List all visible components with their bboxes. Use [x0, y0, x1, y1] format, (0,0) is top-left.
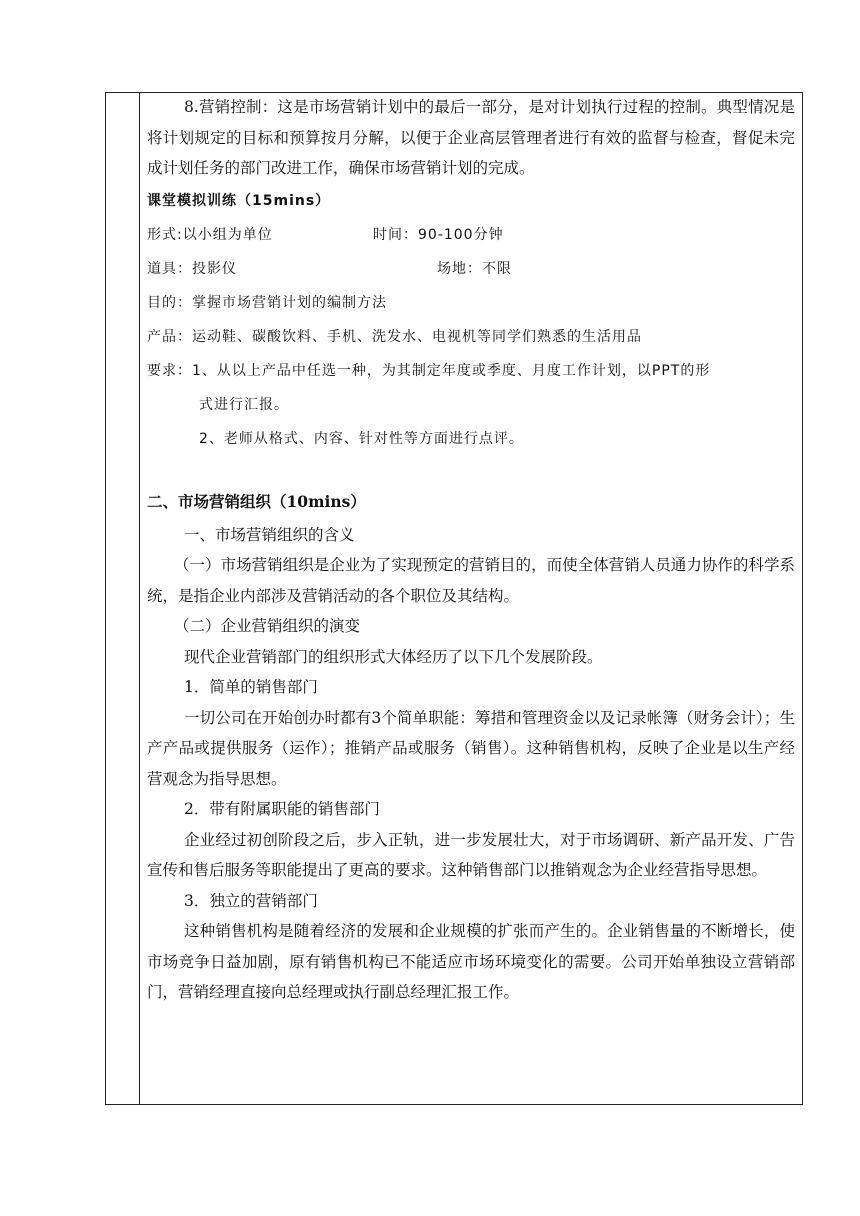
- training-req2: 2、老师从格式、内容、针对性等方面进行点评。: [199, 430, 524, 447]
- training-req1b: 式进行汇报。: [199, 396, 289, 413]
- section-org-title: 二、市场营销组织（10mins）: [147, 491, 366, 511]
- paragraph-independent-marketing: 这种销售机构是随着经济的发展和企业规模的扩张而产生的。企业销售量的不断增长，使市场竞争日益加剧，原有销售机构已不能适应市场环境变化的需要。公司开始单独设立营销部门，营销经理直接向总经理或执行副总经理汇报工作。: [147, 922, 795, 1001]
- training-venue: 场地：不限: [437, 260, 512, 277]
- training-time: 时间：90-100分钟: [373, 226, 504, 243]
- section-org-sub2: （二）企业营销组织的演变: [174, 617, 361, 635]
- training-goal: 目的：掌握市场营销计划的编制方法: [147, 294, 387, 311]
- training-req1a: 1、从以上产品中任选一种，为其制定年度或季度、月度工作计划，以PPT的形: [192, 362, 711, 379]
- training-req-label: 要求：: [147, 362, 192, 379]
- paragraph-simple-sales: 一切公司在开始创办时都有3个简单职能：筹措和管理资金以及记录帐簿（财务会计）；生产产品或提供服务（运作）；推销产品或服务（销售）。这种销售机构，反映了企业是以生产经营观念为指导思想。: [147, 708, 795, 788]
- section-org-p2: 现代企业营销部门的组织形式大体经历了以下几个发展阶段。: [184, 647, 603, 666]
- training-product: 产品：运动鞋、碳酸饮料、手机、洗发水、电视机等同学们熟悉的生活用品: [147, 328, 642, 345]
- column-divider: [139, 92, 140, 1105]
- heading-independent-marketing: 3．独立的营销部门: [184, 891, 318, 910]
- training-req-row: [147, 354, 795, 388]
- training-tool: 道具：投影仪: [147, 260, 237, 277]
- document-body: [147, 92, 795, 1008]
- training-tool-row: [147, 252, 795, 286]
- spacer: [147, 456, 795, 484]
- heading-sales-with-functions: 2．带有附属职能的销售部门: [184, 800, 380, 818]
- section-org-sub1: 一、市场营销组织的含义: [184, 525, 355, 544]
- section-org-p1: （一）市场营销组织是企业为了实现预定的营销目的，而使全体营销人员通力协作的科学系统，是指企业内部涉及营销活动的各个职位及其结构。: [147, 556, 795, 605]
- heading-simple-sales: 1．简单的销售部门: [184, 678, 318, 696]
- training-form: 形式:以小组为单位: [147, 226, 273, 243]
- paragraph-marketing-control: 8.营销控制：这是市场营销计划中的最后一部分，是对计划执行过程的控制。典型情况是将计划规定的目标和预算按月分解，以便于企业高层管理者进行有效的监督与检查，督促未完成计划任务的部门改进工作，确保市场营销计划的完成。: [147, 98, 795, 177]
- paragraph-sales-with-functions: 企业经过初创阶段之后，步入正轨，进一步发展壮大，对于市场调研、新产品开发、广告宣传和售后服务等职能提出了更高的要求。这种销售部门以推销观念为企业经营指导思想。: [147, 830, 795, 879]
- training-title: 课堂模拟训练（15mins）: [147, 192, 331, 209]
- training-form-row: [147, 218, 795, 252]
